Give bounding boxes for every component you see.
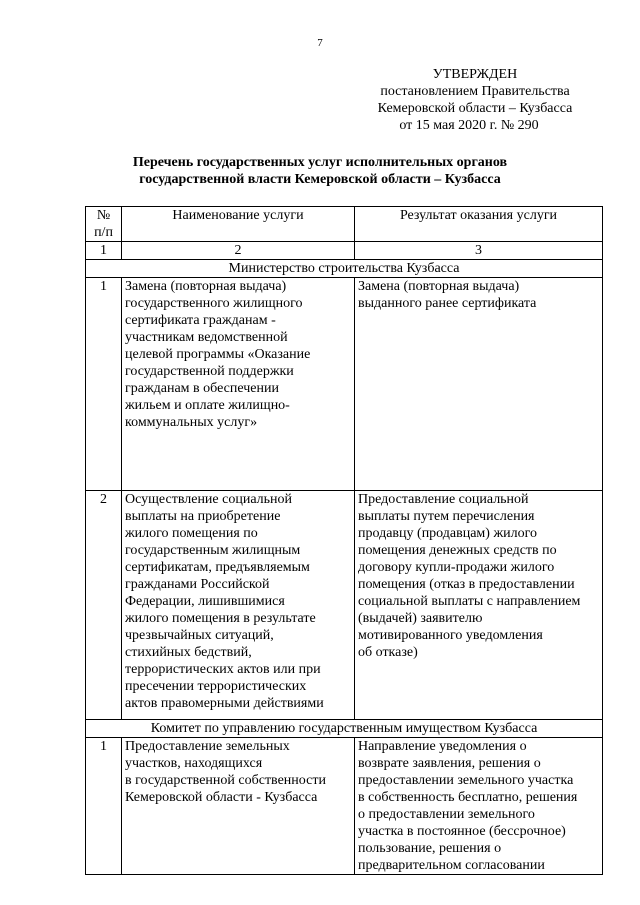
- approval-line: постановлением Правительства: [380, 84, 570, 99]
- row-num: 2: [86, 491, 122, 720]
- approval-stamp: [340, 66, 610, 134]
- cell-line: актов правомерными действиями: [125, 696, 324, 711]
- title-line: государственной власти Кемеровской области – Кузбасса: [139, 172, 501, 187]
- cell-line: предварительном согласовании: [358, 858, 545, 873]
- index-cell: 1: [86, 242, 122, 260]
- approval-line: Кемеровской области – Кузбасса: [377, 101, 573, 116]
- approval-line: УТВЕРЖДЕН: [432, 67, 518, 82]
- cell-line: государственного жилищного: [125, 296, 303, 311]
- cell-line: чрезвычайных ситуаций,: [125, 628, 274, 643]
- cell-line: участникам ведомственной: [125, 330, 288, 345]
- header-num-line: №: [96, 208, 111, 223]
- cell-line: Замена (повторная выдача): [358, 279, 520, 294]
- table-header-row: [86, 207, 603, 242]
- cell-line: социальной выплаты с направлением: [358, 594, 581, 609]
- cell-line: Замена (повторная выдача): [125, 279, 287, 294]
- row-num: 1: [86, 278, 122, 491]
- cell-line: сертификата гражданам -: [125, 313, 276, 328]
- cell-line: Осуществление социальной: [125, 492, 293, 507]
- cell-line: в собственность бесплатно, решения: [358, 790, 578, 805]
- cell-line: предоставлении земельного участка: [358, 773, 574, 788]
- cell-line: Направление уведомления о: [358, 739, 527, 754]
- cell-line: участков, находящихся: [125, 756, 263, 771]
- title-line: Перечень государственных услуг исполнительных органов: [132, 155, 508, 170]
- cell-line: помещения (отказ в предоставлении: [358, 577, 575, 592]
- section-row: [86, 260, 603, 278]
- cell-line: об отказе): [358, 645, 418, 660]
- cell-line: участка в постоянное (бессрочное): [358, 824, 566, 839]
- cell-line: выданного ранее сертификата: [358, 296, 537, 311]
- cell-line: продавцу (продавцам) жилого: [358, 526, 537, 541]
- cell-line: о предоставлении земельного: [358, 807, 535, 822]
- section-title: Комитет по управлению государственным имуществом Кузбасса: [86, 720, 603, 738]
- header-result: Результат оказания услуги: [355, 207, 603, 242]
- table-row: [86, 491, 603, 720]
- service-result: [355, 738, 603, 875]
- header-num-line: п/п: [94, 225, 113, 240]
- approval-line: от 15 мая 2020 г. № 290: [399, 118, 539, 133]
- cell-line: Федерации, лишившимися: [125, 594, 285, 609]
- cell-line: государственной поддержки: [125, 364, 294, 379]
- cell-line: коммунальных услуг»: [125, 415, 258, 430]
- cell-line: в государственной собственности: [125, 773, 326, 788]
- page-number: 7: [317, 37, 323, 49]
- row-num: 1: [86, 738, 122, 875]
- document-title: [0, 154, 640, 188]
- header-num: [86, 207, 122, 242]
- cell-line: гражданами Российской: [125, 577, 270, 592]
- cell-line: жилого помещения в результате: [125, 611, 316, 626]
- cell-line: Кемеровской области - Кузбасса: [125, 790, 318, 805]
- index-cell: 3: [355, 242, 603, 260]
- cell-line: сертификатам, предъявляемым: [125, 560, 310, 575]
- service-result: [355, 278, 603, 491]
- cell-line: целевой программы «Оказание: [125, 347, 311, 362]
- service-name: [122, 738, 355, 875]
- table-row: [86, 738, 603, 875]
- cell-line: выплаты путем перечисления: [358, 509, 535, 524]
- cell-line: Предоставление социальной: [358, 492, 529, 507]
- cell-line: жильем и оплате жилищно-: [125, 398, 290, 413]
- cell-line: (выдачей) заявителю: [358, 611, 483, 626]
- cell-line: помещения денежных средств по: [358, 543, 557, 558]
- section-row: [86, 720, 603, 738]
- cell-line: государственным жилищным: [125, 543, 301, 558]
- table-row: [86, 278, 603, 491]
- table-index-row: [86, 242, 603, 260]
- cell-line: террористических актов или при: [125, 662, 321, 677]
- service-name: [122, 278, 355, 491]
- index-cell: 2: [122, 242, 355, 260]
- cell-line: договору купли-продажи жилого: [358, 560, 555, 575]
- cell-line: стихийных бедствий,: [125, 645, 252, 660]
- cell-line: Предоставление земельных: [125, 739, 290, 754]
- services-table: [85, 206, 603, 875]
- cell-line: выплаты на приобретение: [125, 509, 281, 524]
- service-name: [122, 491, 355, 720]
- cell-line: мотивированного уведомления: [358, 628, 543, 643]
- cell-line: пользование, решения о: [358, 841, 502, 856]
- cell-line: жилого помещения по: [125, 526, 258, 541]
- cell-line: пресечении террористических: [125, 679, 307, 694]
- cell-line: возврате заявления, решения о: [358, 756, 541, 771]
- service-result: [355, 491, 603, 720]
- section-title: Министерство строительства Кузбасса: [86, 260, 603, 278]
- header-name: Наименование услуги: [122, 207, 355, 242]
- cell-line: гражданам в обеспечении: [125, 381, 279, 396]
